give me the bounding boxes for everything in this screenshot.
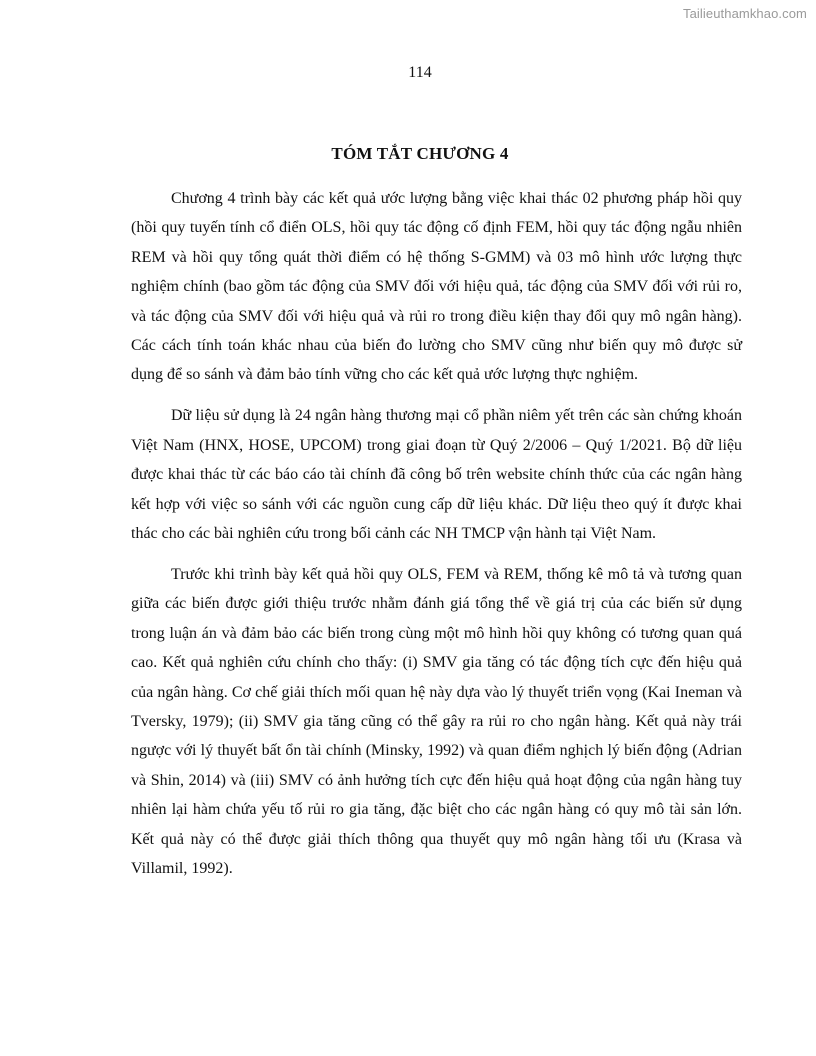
watermark: Tailieuthamkhao.com xyxy=(682,6,807,21)
chapter-title: TÓM TẮT CHƯƠNG 4 xyxy=(331,144,509,163)
paragraph-3: Trước khi trình bày kết quả hồi quy OLS, FEM và REM, thống kê mô tả và tương quan giữa các biến được giới thiệu trước nhằm đánh giá tổng thể về giá trị của các biến sử dụng trong luận án và đảm bảo các biến trong cùng một mô hình hồi quy không có tương quan quá cao. Kết quả nghiên cứu chính cho thấy: (i) SMV gia tăng có tác động tích cực đến hiệu quả của ngân hàng. Cơ chế giải thích mối quan hệ này dựa vào lý thuyết triển vọng (Kai Ineman và Tversky, 1979); (ii) SMV gia tăng cũng có thể gây ra rủi ro cho ngân hàng. Kết quả này trái ngược với lý thuyết bất ổn tài chính (Minsky, 1992) và quan điểm nghịch lý biến động (Adrian và Shin, 2014) và (iii) SMV có ảnh hưởng tích cực đến hiệu quả hoạt động của ngân hàng tuy nhiên lại hàm chứa yếu tố rủi ro gia tăng, đặc biệt cho các ngân hàng có quy mô tài sản lớn. Kết quả này có thể được giải thích thông qua thuyết quy mô ngân hàng tối ưu (Krasa và Villamil, 1992). xyxy=(131,565,742,877)
body-text xyxy=(131,184,742,895)
page-number: 114 xyxy=(408,64,432,81)
paragraph-2: Dữ liệu sử dụng là 24 ngân hàng thương mại cổ phần niêm yết trên các sàn chứng khoán Việt Nam (HNX, HOSE, UPCOM) trong giai đoạn từ Quý 2/2006 – Quý 1/2021. Bộ dữ liệu được khai thác từ các báo cáo tài chính đã công bố trên website chính thức của các ngân hàng kết hợp với việc so sánh với các nguồn cung cấp dữ liệu khác. Dữ liệu theo quý ít được khai thác cho các bài nghiên cứu trong bối cảnh các NH TMCP vận hành tại Việt Nam. xyxy=(131,407,742,542)
paragraph-1: Chương 4 trình bày các kết quả ước lượng bằng việc khai thác 02 phương pháp hồi quy (hồi quy tuyến tính cổ điển OLS, hồi quy tác động cố định FEM, hồi quy tác động ngẫu nhiên REM và hồi quy tổng quát thời điểm có hệ thống S-GMM) và 03 mô hình ước lượng thực nghiệm chính (bao gồm tác động của SMV đối với hiệu quả, tác động của SMV đối với rủi ro, và tác động của SMV đối với hiệu quả và rủi ro trong điều kiện thay đổi quy mô ngân hàng). Các cách tính toán khác nhau của biến đo lường cho SMV cũng như biến quy mô được sử dụng để so sánh và đảm bảo tính vững cho các kết quả ước lượng thực nghiệm. xyxy=(131,190,742,384)
